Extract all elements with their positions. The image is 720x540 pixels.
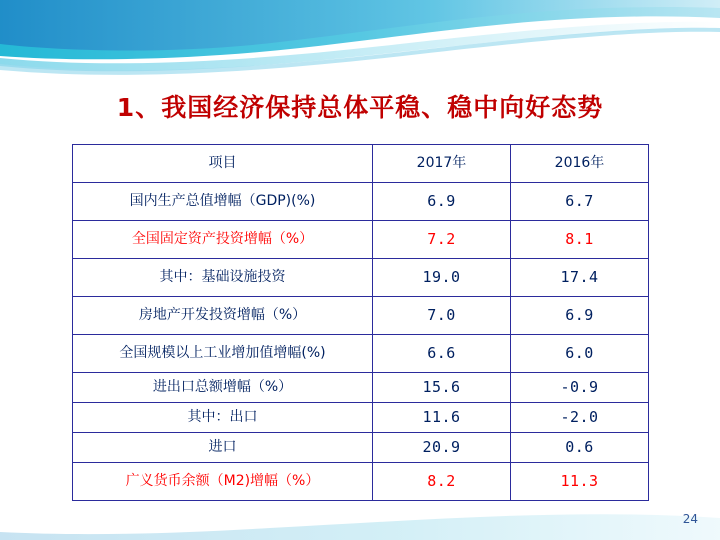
row-label: 国内生产总值增幅（GDP)(%) bbox=[73, 183, 373, 221]
decorative-bottom-wave bbox=[0, 504, 720, 540]
table-row bbox=[73, 433, 649, 463]
row-value-2017: 7.0 bbox=[373, 297, 511, 335]
economic-indicator-table bbox=[72, 144, 648, 501]
table bbox=[72, 144, 649, 501]
row-value-2016: 6.7 bbox=[511, 183, 649, 221]
table-row bbox=[73, 221, 649, 259]
table-row bbox=[73, 183, 649, 221]
row-label: 房地产开发投资增幅（%） bbox=[73, 297, 373, 335]
table-row bbox=[73, 259, 649, 297]
row-value-2016: 6.9 bbox=[511, 297, 649, 335]
page-number: 24 bbox=[682, 512, 698, 526]
row-label: 进出口总额增幅（%） bbox=[73, 373, 373, 403]
row-value-2016: 17.4 bbox=[511, 259, 649, 297]
row-value-2017: 8.2 bbox=[373, 463, 511, 501]
table-header-row bbox=[73, 145, 649, 183]
header-year-2017: 2017年 bbox=[373, 145, 511, 183]
row-value-2017: 6.9 bbox=[373, 183, 511, 221]
table-row bbox=[73, 335, 649, 373]
table-row bbox=[73, 297, 649, 335]
table-row bbox=[73, 463, 649, 501]
row-label: 进口 bbox=[73, 433, 373, 463]
row-value-2017: 11.6 bbox=[373, 403, 511, 433]
row-value-2016: -0.9 bbox=[511, 373, 649, 403]
row-value-2017: 19.0 bbox=[373, 259, 511, 297]
table-row bbox=[73, 403, 649, 433]
header-year-2016: 2016年 bbox=[511, 145, 649, 183]
row-value-2016: -2.0 bbox=[511, 403, 649, 433]
row-value-2016: 6.0 bbox=[511, 335, 649, 373]
row-value-2017: 15.6 bbox=[373, 373, 511, 403]
row-label: 其中：基础设施投资 bbox=[73, 259, 373, 297]
row-value-2016: 0.6 bbox=[511, 433, 649, 463]
row-value-2017: 6.6 bbox=[373, 335, 511, 373]
row-label: 其中：出口 bbox=[73, 403, 373, 433]
row-label: 广义货币余额（M2)增幅（%） bbox=[73, 463, 373, 501]
table-row bbox=[73, 373, 649, 403]
row-label: 全国固定资产投资增幅（%） bbox=[73, 221, 373, 259]
decorative-top-wave bbox=[0, 0, 720, 80]
header-item: 项目 bbox=[73, 145, 373, 183]
row-value-2017: 7.2 bbox=[373, 221, 511, 259]
row-value-2017: 20.9 bbox=[373, 433, 511, 463]
row-label: 全国规模以上工业增加值增幅(%) bbox=[73, 335, 373, 373]
row-value-2016: 8.1 bbox=[511, 221, 649, 259]
row-value-2016: 11.3 bbox=[511, 463, 649, 501]
page-title: 1、我国经济保持总体平稳、稳中向好态势 bbox=[116, 93, 604, 122]
